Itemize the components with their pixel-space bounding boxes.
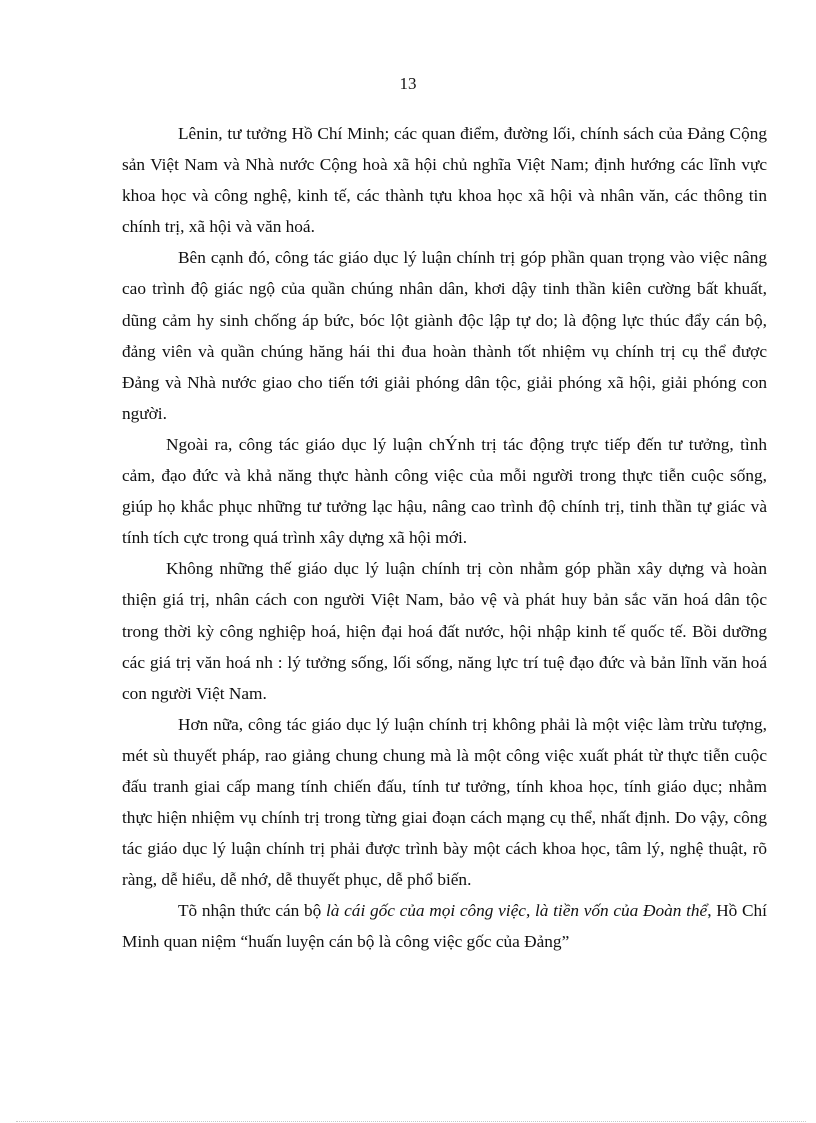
document-body: [122, 118, 767, 958]
page-number: 13: [399, 74, 417, 93]
text-run: , Hồ Chí Minh quan niệm “huấn luyện cán bộ là công việc gốc của Đảng”: [122, 901, 767, 952]
text-run: ,: [525, 901, 535, 921]
page-bottom-border: [16, 1121, 806, 1122]
italic-text-run: là cái gốc của mọi công việc: [326, 901, 526, 921]
paragraph: [122, 895, 767, 957]
text-run: Tõ nhận thức cán bộ: [178, 901, 326, 921]
paragraph: Ngoài ra, công tác giáo dục lý luận chÝnh trị tác động trực tiếp đến tư tưởng, tình cảm, đạo đức và khả năng thực hành công việc của mỗi người trong thực tiễn cuộc sống, giúp họ khắc phục những tư tưởng lạc hậu, nâng cao trình độ chính trị, tinh thần tự giác và tính tích cực trong quá trình xây dựng xã hội mới.: [122, 434, 767, 548]
paragraph: Hơn nữa, công tác giáo dục lý luận chính trị không phải là một việc làm trừu tượng, mét sù thuyết pháp, rao giảng chung chung mà là một công việc xuất phát từ thực tiễn cuộc đấu tranh giai cấp mang tính chiến đấu, tính tư tưởng, tính khoa học, tính giáo dục; nhằm thực hiện nhiệm vụ chính trị trong từng giai đoạn cách mạng cụ thể, nhất định. Do vậy, công tác giáo dục lý luận chính trị phải được trình bày một cách khoa học, tâm lý, nghệ thuật, rõ ràng, dễ hiểu, dễ nhớ, dễ thuyết phục, dễ phổ biến.: [122, 714, 767, 890]
paragraph: Không những thế giáo dục lý luận chính trị còn nhằm góp phần xây dựng và hoàn thiện giá trị, nhân cách con người Việt Nam, bảo vệ và phát huy bản sắc văn hoá dân tộc trong thời kỳ công nghiệp hoá, hiện đại hoá đất nước, hội nhập kinh tế quốc tế. Bồi dưỡng các giá trị văn hoá nh : lý tưởng sống, lối sống, năng lực trí tuệ đạo đức và bản lĩnh văn hoá con người Việt Nam.: [122, 559, 767, 703]
paragraph: Bên cạnh đó, công tác giáo dục lý luận chính trị góp phần quan trọng vào việc nâng cao trình độ giác ngộ của quần chúng nhân dân, khơi dậy tinh thần kiên cường bất khuất, dũng cảm hy sinh chống áp bức, bóc lột giành độc lập tự do; là động lực thúc đẩy cán bộ, đảng viên và quần chúng hăng hái thi đua hoàn thành tốt nhiệm vụ chính trị cụ thể được Đảng và Nhà nước giao cho tiến tới giải phóng dân tộc, giải phóng xã hội, giải phóng con người.: [122, 248, 767, 423]
italic-text-run: là tiền vốn của Đoàn thể: [534, 901, 708, 921]
paragraph: Lênin, tư tưởng Hồ Chí Minh; các quan điểm, đường lối, chính sách của Đảng Cộng sản Việt Nam và Nhà nước Cộng hoà xã hội chủ nghĩa Việt Nam; định hướng các lĩnh vực khoa học và công nghệ, kinh tế, các thành tựu khoa học xã hội và nhân văn, các thông tin chính trị, xã hội và văn hoá.: [122, 124, 767, 237]
